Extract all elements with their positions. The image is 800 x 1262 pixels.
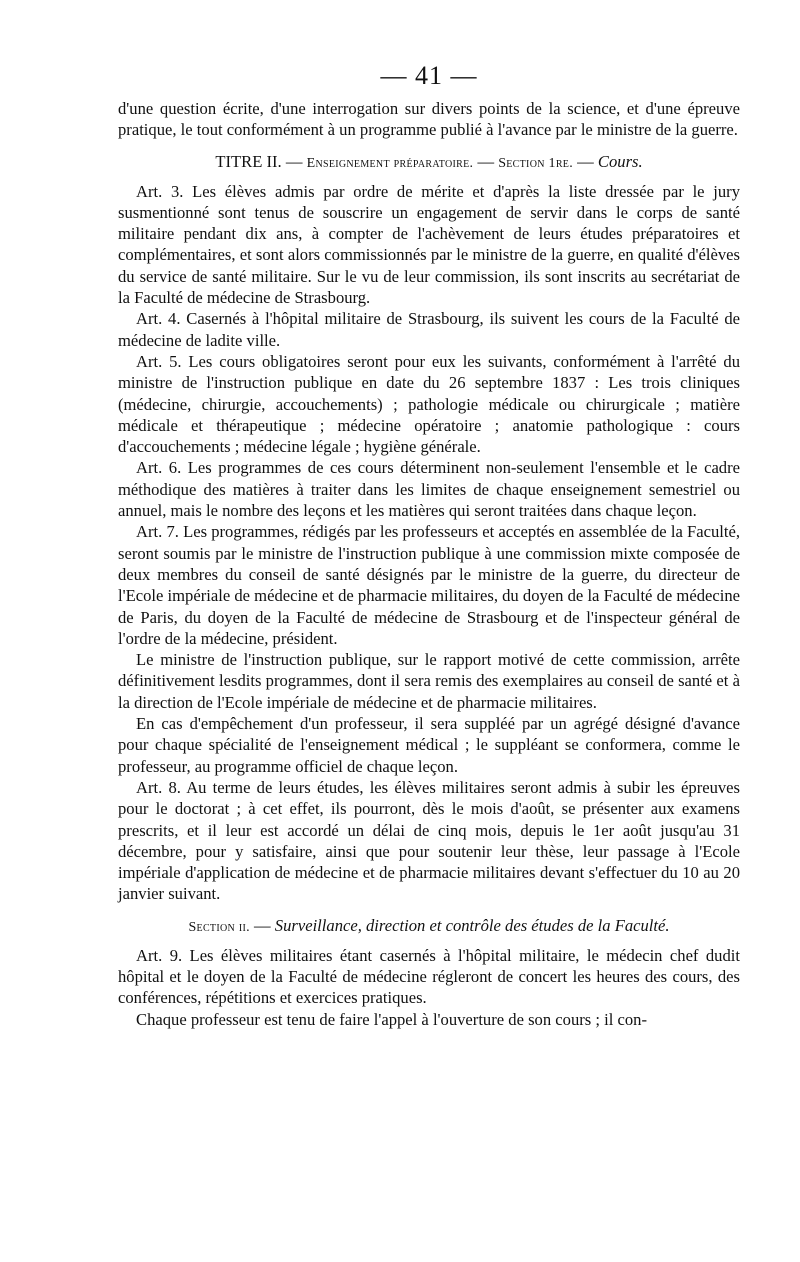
section-heading — [118, 915, 740, 939]
article-4: Art. 4. Casernés à l'hôpital militaire de Strasbourg, ils suivent les cours de la Faculté de médecine de ladite ville. — [118, 309, 740, 350]
article-9-paragraph-2: Chaque professeur est tenu de faire l'appel à l'ouverture de son cours ; il con- — [136, 1009, 647, 1029]
title-section: Section 1re. — [498, 155, 574, 171]
article-7-paragraph-3: En cas d'empêchement d'un professeur, il sera suppléé par un agrégé désigné d'avance pour chaque spécialité de l'enseignement médical ; le suppléant se conformera, comme le professeur, au programme officiel de chaque leçon. — [118, 714, 740, 776]
title-heading — [118, 151, 740, 175]
section-title: Surveillance, direction et contrôle des études de la Faculté. — [274, 915, 670, 935]
article-5: Art. 5. Les cours obligatoires seront pour eux les suivants, conformément à l'arrêté du ministre de l'instruction publique en date du 26 septembre 1837 : Les trois cliniques (médecine, chirurgie, accouchements) ; pathologie médicale ou chirurgicale ; matière médicale et thérapeutique ; médecine opératoire ; anatomie pathologique : cours d'accouchements ; médecine légale ; hygiène générale. — [118, 351, 740, 457]
page-number: — 41 — — [380, 61, 478, 90]
article-7-paragraph-2: Le ministre de l'instruction publique, sur le rapport motivé de cette commission, arrête définitivement lesdits programmes, dont il sera remis des exemplaires au conseil de santé et à la direction de l'Ecole impériale de médecine et de pharmacie militaires. — [118, 650, 740, 712]
title-subject: Cours. — [597, 151, 643, 171]
article-9: Art. 9. Les élèves militaires étant casernés à l'hôpital militaire, le médecin chef dudit hôpital et le doyen de la Faculté de médecine régleront de concert les heures des cours, des conférences, répétitions et exercices pratiques. — [118, 945, 740, 1008]
section-prefix: Section ii. — [188, 919, 250, 935]
article-3: Art. 3. Les élèves admis par ordre de mérite et d'après la liste dressée par le jury susmentionné sont tenus de souscrire un engagement de servir dans le corps de santé militaire pendant dix ans, à compter de l'achèvement de leurs études préparatoires et complémentaires, et sont alors commissionnés par le ministre de la guerre, en qualité d'élèves du service de santé militaire. Sur le vu de leur commission, ils sont inscrits au secrétariat de la Faculté de médecine de Strasbourg. — [118, 181, 740, 308]
paragraph-continuation: d'une question écrite, d'une interrogation sur divers points de la science, et d'une épreuve pratique, le tout conformément à un programme publié à l'avance par le ministre de la guerre. — [118, 99, 740, 140]
article-7: Art. 7. Les programmes, rédigés par les professeurs et acceptés en assemblée de la Faculté, seront soumis par le ministre de l'instruction publique à une commission mixte composée de deux membres du conseil de santé désignés par le ministre de la guerre, du directeur de l'Ecole impériale de médecine et de pharmacie militaires, du doyen de la Faculté de médecine de Paris, du doyen de la Faculté de médecine de Strasbourg et de l'inspecteur général de l'ordre de la médecine, président. — [118, 522, 740, 648]
section-sep: — — [249, 915, 275, 935]
title-prefix: TITRE II. — — [215, 151, 307, 171]
article-6: Art. 6. Les programmes de ces cours déterminent non-seulement l'ensemble et le cadre méthodique des matières à traiter dans les limites de chaque enseignement semestriel ou annuel, mais le nombre des leçons et les matières qui seront traitées dans chaque leçon. — [118, 458, 740, 521]
article-8: Art. 8. Au terme de leurs études, les élèves militaires seront admis à subir les épreuves pour le doctorat ; à cet effet, ils pourront, dès le mois d'août, se présenter aux examens prescrits, et il leur est accordé un délai de cinq mois, depuis le 1er août jusqu'au 31 décembre, pour y satisfaire, ainsi que pour soutenir leur thèse, leur passage à l'Ecole impériale d'application de médecine et de pharmacie militaires devant s'effectuer du 10 au 20 janvier suivant. — [118, 777, 740, 904]
title-sep: — — [473, 151, 499, 171]
title-sep2: — — [573, 151, 598, 171]
title-name: Enseignement préparatoire. — [306, 155, 474, 171]
